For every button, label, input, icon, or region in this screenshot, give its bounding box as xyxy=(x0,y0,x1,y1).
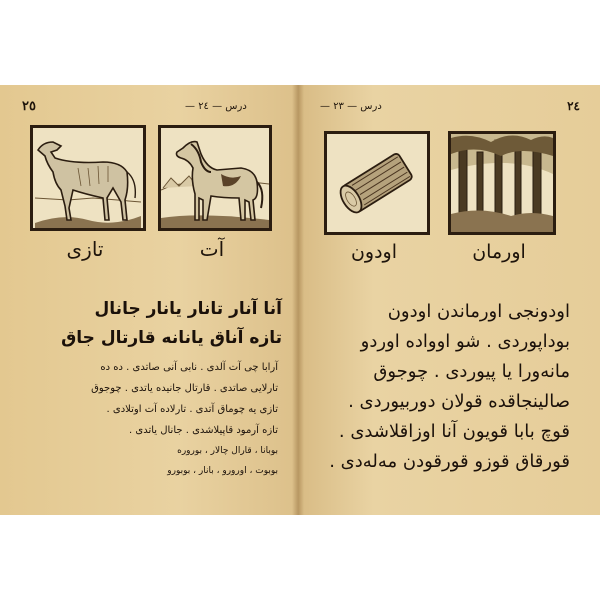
page-number: ٢٤ xyxy=(567,99,580,113)
log-illustration-icon xyxy=(324,131,430,235)
text-line: تازى يه چوماق آتدى . تارلاده آت اوتلادى . xyxy=(106,404,278,415)
bold-syllable-lines xyxy=(10,295,282,353)
text-line: بوبوت ، اورورو ، بانار ، بوبورو xyxy=(167,466,278,476)
text-line: صالينجاقده قولان دوربيوردى . xyxy=(348,391,570,412)
text-line: تارلايى صاتدى . قارتال جانيده ياتدى . چوجوق xyxy=(91,383,278,394)
page-number: ٢٥ xyxy=(22,99,36,114)
picture-caption: آت xyxy=(199,237,225,261)
picture-caption: اودون xyxy=(350,241,398,263)
text-line: تازه آرمود قاپيلاشدى . جانال ياتدى . xyxy=(129,425,278,436)
text-line: مانەورا يا پيوردى . چوجوق xyxy=(373,361,570,382)
left-page xyxy=(0,85,298,515)
picture-caption: تازى xyxy=(66,237,104,261)
reading-text xyxy=(8,357,278,481)
forest-illustration-icon xyxy=(448,131,556,235)
text-line: قورقاق قوزو قورقودن مەلەدى . xyxy=(329,451,570,472)
text-line: آرابا چى آت آلدى . نابى آنى صاتدى . ده ده xyxy=(100,362,278,373)
greyhound-illustration-icon xyxy=(30,125,146,231)
picture-caption: اورمان xyxy=(472,241,526,263)
book-gutter xyxy=(292,85,304,515)
horse-illustration-icon xyxy=(158,125,272,231)
text-line: اودونجى اورماندن اودون xyxy=(387,301,570,322)
open-book xyxy=(0,85,600,515)
right-page xyxy=(298,85,600,515)
reading-text xyxy=(308,297,570,477)
text-line: بوداپوردى . شو اوواده اوردو xyxy=(360,331,570,352)
text-line: قوچ بابا قويون آنا اوزاقلاشدى . xyxy=(338,421,570,442)
text-line: آنا آنار تانار يانار جانال xyxy=(94,299,282,319)
text-line: بوبانا ، قارال چالار ، بوروره xyxy=(177,446,278,456)
lesson-heading: درس — ٢٣ — xyxy=(320,101,382,112)
text-line: تازه آناق يانانه قارتال جاق xyxy=(61,328,282,348)
lesson-heading: درس — ٢٤ — xyxy=(185,101,247,112)
